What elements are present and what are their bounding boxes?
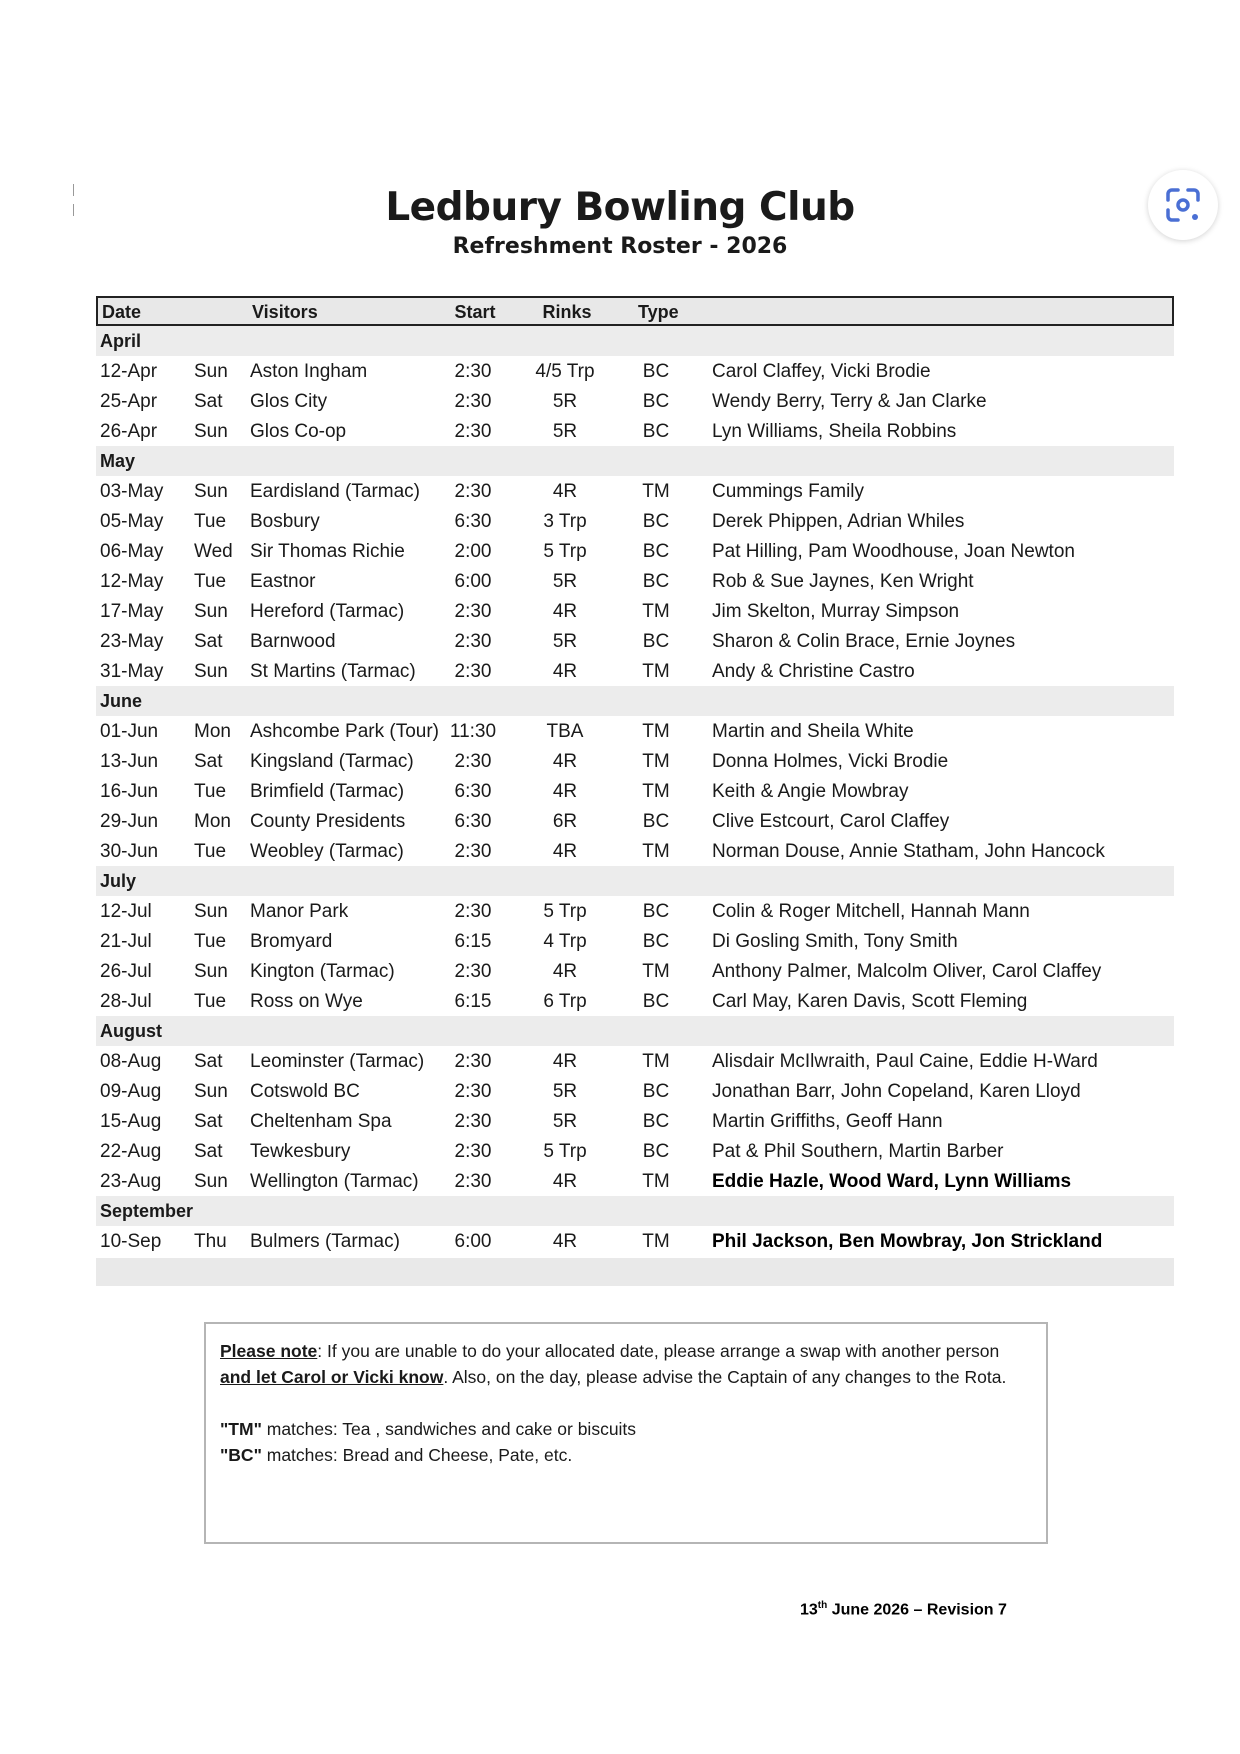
cell-start: 6:30: [454, 781, 492, 802]
cell-rinks: 5R: [552, 391, 578, 412]
cell-staff: Clive Estcourt, Carol Claffey: [712, 811, 950, 832]
header-start: Start: [454, 302, 496, 322]
cell-date: 25-Apr: [100, 391, 158, 412]
cell-staff: Pat & Phil Southern, Martin Barber: [712, 1141, 1004, 1162]
cell-rinks: 4 Trp: [543, 931, 587, 952]
cell-visitors: Hereford (Tarmac): [250, 601, 405, 622]
cell-day: Sun: [194, 961, 228, 982]
table-row: [96, 566, 1174, 596]
cell-day: Sun: [194, 361, 228, 382]
table-row: [96, 1106, 1174, 1136]
month-heading: [96, 1016, 1174, 1046]
note-label: Please note: [220, 1341, 318, 1361]
cell-type: BC: [642, 391, 670, 412]
table-row: [96, 1136, 1174, 1166]
cell-date: 12-Jul: [100, 901, 152, 922]
footer-rest: June 2026 – Revision 7: [827, 1601, 1007, 1619]
cell-start: 2:30: [454, 1171, 492, 1192]
header-visitors: Visitors: [252, 302, 318, 322]
cell-type: BC: [642, 1111, 670, 1132]
month-heading: [96, 446, 1174, 476]
cell-rinks: 6R: [552, 811, 578, 832]
cell-day: Sat: [194, 751, 223, 772]
month-label: September: [100, 1201, 194, 1221]
cell-visitors: Bosbury: [250, 511, 320, 532]
cell-day: Sat: [194, 391, 223, 412]
cell-rinks: 5R: [552, 571, 578, 592]
cell-visitors: Bromyard: [250, 931, 333, 952]
note-text-2: . Also, on the day, please advise the Captain of any changes to the Rota.: [443, 1367, 1007, 1387]
month-heading: [96, 866, 1174, 896]
header-rinks: Rinks: [542, 302, 592, 322]
cell-start: 6:30: [454, 511, 492, 532]
table-row: [96, 776, 1174, 806]
cell-day: Sat: [194, 631, 223, 652]
table-row: [96, 1166, 1174, 1196]
cell-date: 09-Aug: [100, 1081, 162, 1102]
cell-rinks: 4R: [552, 661, 578, 682]
revision-footer: [800, 1600, 1007, 1619]
cell-visitors: Kingsland (Tarmac): [250, 751, 414, 772]
cell-day: Mon: [194, 811, 231, 832]
cell-date: 26-Apr: [100, 421, 158, 442]
cell-visitors: St Martins (Tarmac): [250, 661, 416, 682]
cell-type: BC: [642, 361, 670, 382]
cell-day: Wed: [194, 541, 233, 562]
cell-visitors: Cheltenham Spa: [250, 1111, 392, 1132]
cell-visitors: Glos Co-op: [250, 421, 347, 442]
cell-staff: Keith & Angie Mowbray: [712, 781, 909, 802]
table-row: [96, 1226, 1174, 1256]
cell-start: 2:30: [454, 421, 492, 442]
cell-type: TM: [642, 751, 670, 772]
cell-day: Tue: [194, 571, 227, 592]
cell-type: TM: [642, 661, 670, 682]
cell-staff: Pat Hilling, Pam Woodhouse, Joan Newton: [712, 541, 1075, 562]
cell-start: 2:00: [454, 541, 492, 562]
table-header: [96, 296, 1174, 326]
cell-visitors: Manor Park: [250, 901, 349, 922]
cell-type: TM: [642, 841, 670, 862]
cell-staff: Derek Phippen, Adrian Whiles: [712, 511, 965, 532]
cell-type: TM: [642, 1171, 670, 1192]
cell-start: 2:30: [454, 1141, 492, 1162]
cell-date: 31-May: [100, 661, 164, 682]
cell-rinks: 4R: [552, 1231, 578, 1252]
cell-start: 2:30: [454, 361, 492, 382]
cell-day: Mon: [194, 721, 231, 742]
cell-staff: Anthony Palmer, Malcolm Oliver, Carol Claffey: [712, 961, 1102, 982]
month-heading: [96, 686, 1174, 716]
cell-start: 2:30: [454, 631, 492, 652]
cell-staff: Wendy Berry, Terry & Jan Clarke: [712, 391, 987, 412]
table-row: [96, 836, 1174, 866]
cell-day: Sun: [194, 421, 228, 442]
cell-start: 2:30: [454, 481, 492, 502]
cell-staff: Martin Griffiths, Geoff Hann: [712, 1111, 943, 1132]
cell-visitors: Brimfield (Tarmac): [250, 781, 405, 802]
cell-day: Tue: [194, 511, 227, 532]
cell-date: 15-Aug: [100, 1111, 162, 1132]
cell-staff: Lyn Williams, Sheila Robbins: [712, 421, 957, 442]
cell-date: 12-May: [100, 571, 164, 592]
month-heading: [96, 326, 1174, 356]
cell-type: BC: [642, 1081, 670, 1102]
table-row: [96, 536, 1174, 566]
cell-staff: Colin & Roger Mitchell, Hannah Mann: [712, 901, 1030, 922]
month-label: April: [100, 331, 142, 351]
cell-visitors: Ross on Wye: [250, 991, 363, 1012]
cell-day: Sun: [194, 1081, 228, 1102]
cell-day: Sat: [194, 1111, 223, 1132]
note-bc-line: [220, 1442, 1032, 1468]
header-date: Date: [102, 302, 142, 322]
cell-day: Sat: [194, 1051, 223, 1072]
cell-visitors: Eardisland (Tarmac): [250, 481, 420, 502]
table-row: [96, 626, 1174, 656]
cell-day: Tue: [194, 991, 227, 1012]
cell-day: Sun: [194, 1171, 228, 1192]
cell-staff: Jim Skelton, Murray Simpson: [712, 601, 960, 622]
cell-rinks: 4/5 Trp: [535, 361, 595, 382]
cell-rinks: 4R: [552, 601, 578, 622]
cell-start: 2:30: [454, 1081, 492, 1102]
note-box: [204, 1322, 1048, 1544]
cell-start: 2:30: [454, 751, 492, 772]
cell-rinks: 4R: [552, 841, 578, 862]
cell-rinks: 6 Trp: [543, 991, 587, 1012]
cell-date: 22-Aug: [100, 1141, 162, 1162]
cell-staff: Alisdair McIlwraith, Paul Caine, Eddie H-Ward: [712, 1051, 1098, 1072]
cell-type: TM: [642, 781, 670, 802]
cell-rinks: 4R: [552, 751, 578, 772]
table-row: [96, 746, 1174, 776]
table-row: [96, 806, 1174, 836]
cell-rinks: 5 Trp: [543, 901, 587, 922]
header-type: Type: [638, 302, 679, 322]
cell-staff: Di Gosling Smith, Tony Smith: [712, 931, 958, 952]
table-row: [96, 476, 1174, 506]
cell-type: TM: [642, 1231, 670, 1252]
table-row: [96, 596, 1174, 626]
cell-visitors: Eastnor: [250, 571, 316, 592]
month-label: August: [100, 1021, 162, 1041]
cell-staff: Andy & Christine Castro: [712, 661, 915, 682]
bc-code: "BC": [220, 1445, 262, 1465]
cell-date: 16-Jun: [100, 781, 159, 802]
cell-rinks: 5R: [552, 421, 578, 442]
cell-date: 30-Jun: [100, 841, 159, 862]
cell-rinks: TBA: [546, 721, 584, 742]
table-footer-band: [96, 1258, 1174, 1286]
cell-type: BC: [642, 631, 670, 652]
table-row: [96, 656, 1174, 686]
table-row: [96, 1076, 1174, 1106]
roster-table: [96, 296, 1174, 1286]
cell-date: 21-Jul: [100, 931, 152, 952]
table-row: [96, 416, 1174, 446]
cell-visitors: Barnwood: [250, 631, 336, 652]
cell-staff: Rob & Sue Jaynes, Ken Wright: [712, 571, 974, 592]
cell-staff: Carl May, Karen Davis, Scott Fleming: [712, 991, 1028, 1012]
cell-type: BC: [642, 541, 670, 562]
table-row: [96, 356, 1174, 386]
cell-date: 08-Aug: [100, 1051, 162, 1072]
cell-date: 23-Aug: [100, 1171, 162, 1192]
footer-day: 13: [800, 1601, 818, 1619]
cell-type: BC: [642, 901, 670, 922]
table-row: [96, 386, 1174, 416]
cell-staff: Donna Holmes, Vicki Brodie: [712, 751, 949, 772]
cell-visitors: Ashcombe Park (Tour): [250, 721, 440, 742]
cell-date: 05-May: [100, 511, 164, 532]
cell-rinks: 4R: [552, 781, 578, 802]
cell-type: BC: [642, 931, 670, 952]
cell-type: BC: [642, 571, 670, 592]
cell-start: 2:30: [454, 961, 492, 982]
cell-rinks: 4R: [552, 481, 578, 502]
cell-type: TM: [642, 721, 670, 742]
cell-staff: Carol Claffey, Vicki Brodie: [712, 361, 931, 382]
cell-start: 2:30: [454, 391, 492, 412]
cell-rinks: 4R: [552, 1051, 578, 1072]
cell-rinks: 5R: [552, 631, 578, 652]
cell-staff: Martin and Sheila White: [712, 721, 914, 742]
cell-staff: Cummings Family: [712, 481, 865, 502]
cell-type: BC: [642, 421, 670, 442]
cell-start: 6:30: [454, 811, 492, 832]
cell-date: 29-Jun: [100, 811, 159, 832]
cell-start: 6:15: [454, 991, 492, 1012]
cell-type: BC: [642, 511, 670, 532]
cell-visitors: County Presidents: [250, 811, 406, 832]
cell-day: Sun: [194, 661, 228, 682]
table-row: [96, 506, 1174, 536]
cell-visitors: Glos City: [250, 391, 328, 412]
cell-visitors: Cotswold BC: [250, 1081, 360, 1102]
table-row: [96, 716, 1174, 746]
cell-day: Sun: [194, 601, 228, 622]
cell-type: TM: [642, 961, 670, 982]
table-row: [96, 926, 1174, 956]
note-text-1: : If you are unable to do your allocated date, please arrange a swap with another person: [317, 1341, 1000, 1361]
cell-date: 01-Jun: [100, 721, 159, 742]
cell-type: BC: [642, 811, 670, 832]
cell-day: Sun: [194, 481, 228, 502]
cell-start: 6:00: [454, 571, 492, 592]
cell-rinks: 5R: [552, 1081, 578, 1102]
cell-visitors: Leominster (Tarmac): [250, 1051, 425, 1072]
cell-start: 2:30: [454, 901, 492, 922]
month-heading: [96, 1196, 1174, 1226]
cell-type: TM: [642, 1051, 670, 1072]
page-title: Ledbury Bowling Club: [385, 185, 855, 230]
cell-date: 17-May: [100, 601, 164, 622]
cell-staff: Jonathan Barr, John Copeland, Karen Lloyd: [712, 1081, 1081, 1102]
cell-rinks: 5 Trp: [543, 541, 587, 562]
cell-day: Tue: [194, 841, 227, 862]
cell-staff: Norman Douse, Annie Statham, John Hancock: [712, 841, 1105, 862]
cell-start: 2:30: [454, 601, 492, 622]
cell-day: Tue: [194, 781, 227, 802]
table-row: [96, 956, 1174, 986]
cell-staff: Eddie Hazle, Wood Ward, Lynn Williams: [712, 1171, 1072, 1192]
cell-date: 26-Jul: [100, 961, 152, 982]
cell-rinks: 3 Trp: [543, 511, 587, 532]
cell-staff: Sharon & Colin Brace, Ernie Joynes: [712, 631, 1016, 652]
cell-date: 13-Jun: [100, 751, 159, 772]
month-label: May: [100, 451, 136, 471]
note-paragraph: [220, 1338, 1032, 1390]
cell-date: 06-May: [100, 541, 164, 562]
cell-start: 11:30: [449, 721, 497, 742]
cell-visitors: Bulmers (Tarmac): [250, 1231, 400, 1252]
cell-day: Thu: [194, 1231, 227, 1252]
table-row: [96, 1046, 1174, 1076]
note-emphasis: and let Carol or Vicki know: [220, 1367, 444, 1387]
note-tm-line: [220, 1416, 1032, 1442]
table-row: [96, 896, 1174, 926]
cell-staff: Phil Jackson, Ben Mowbray, Jon Strickland: [712, 1231, 1103, 1252]
cell-start: 2:30: [454, 841, 492, 862]
cell-start: 6:00: [454, 1231, 492, 1252]
cell-start: 2:30: [454, 1111, 492, 1132]
table-row: [96, 986, 1174, 1016]
cell-visitors: Tewkesbury: [250, 1141, 351, 1162]
cell-type: BC: [642, 1141, 670, 1162]
cell-visitors: Weobley (Tarmac): [250, 841, 404, 862]
month-label: June: [100, 691, 143, 711]
cell-rinks: 4R: [552, 961, 578, 982]
roster-body: [96, 326, 1174, 1256]
cell-date: 23-May: [100, 631, 164, 652]
tm-code: "TM": [220, 1419, 262, 1439]
cell-rinks: 5 Trp: [543, 1141, 587, 1162]
cell-date: 12-Apr: [100, 361, 158, 382]
cell-visitors: Kington (Tarmac): [250, 961, 395, 982]
cell-rinks: 5R: [552, 1111, 578, 1132]
cell-visitors: Wellington (Tarmac): [250, 1171, 419, 1192]
cell-type: BC: [642, 991, 670, 1012]
cell-day: Sun: [194, 901, 228, 922]
cell-day: Sat: [194, 1141, 223, 1162]
bc-text: matches: Bread and Cheese, Pate, etc.: [261, 1445, 573, 1465]
cell-date: 28-Jul: [100, 991, 152, 1012]
month-label: July: [100, 871, 137, 891]
cell-type: TM: [642, 481, 670, 502]
page-subtitle: Refreshment Roster - 2026: [452, 234, 788, 259]
cell-day: Tue: [194, 931, 227, 952]
cell-type: TM: [642, 601, 670, 622]
cell-start: 6:15: [454, 931, 492, 952]
footer-suffix: th: [817, 1600, 828, 1611]
cell-visitors: Aston Ingham: [250, 361, 368, 382]
cell-visitors: Sir Thomas Richie: [250, 541, 405, 562]
tm-text: matches: Tea , sandwiches and cake or biscuits: [261, 1419, 637, 1439]
cell-date: 10-Sep: [100, 1231, 162, 1252]
cell-start: 2:30: [454, 661, 492, 682]
cell-date: 03-May: [100, 481, 164, 502]
cell-rinks: 4R: [552, 1171, 578, 1192]
cell-start: 2:30: [454, 1051, 492, 1072]
